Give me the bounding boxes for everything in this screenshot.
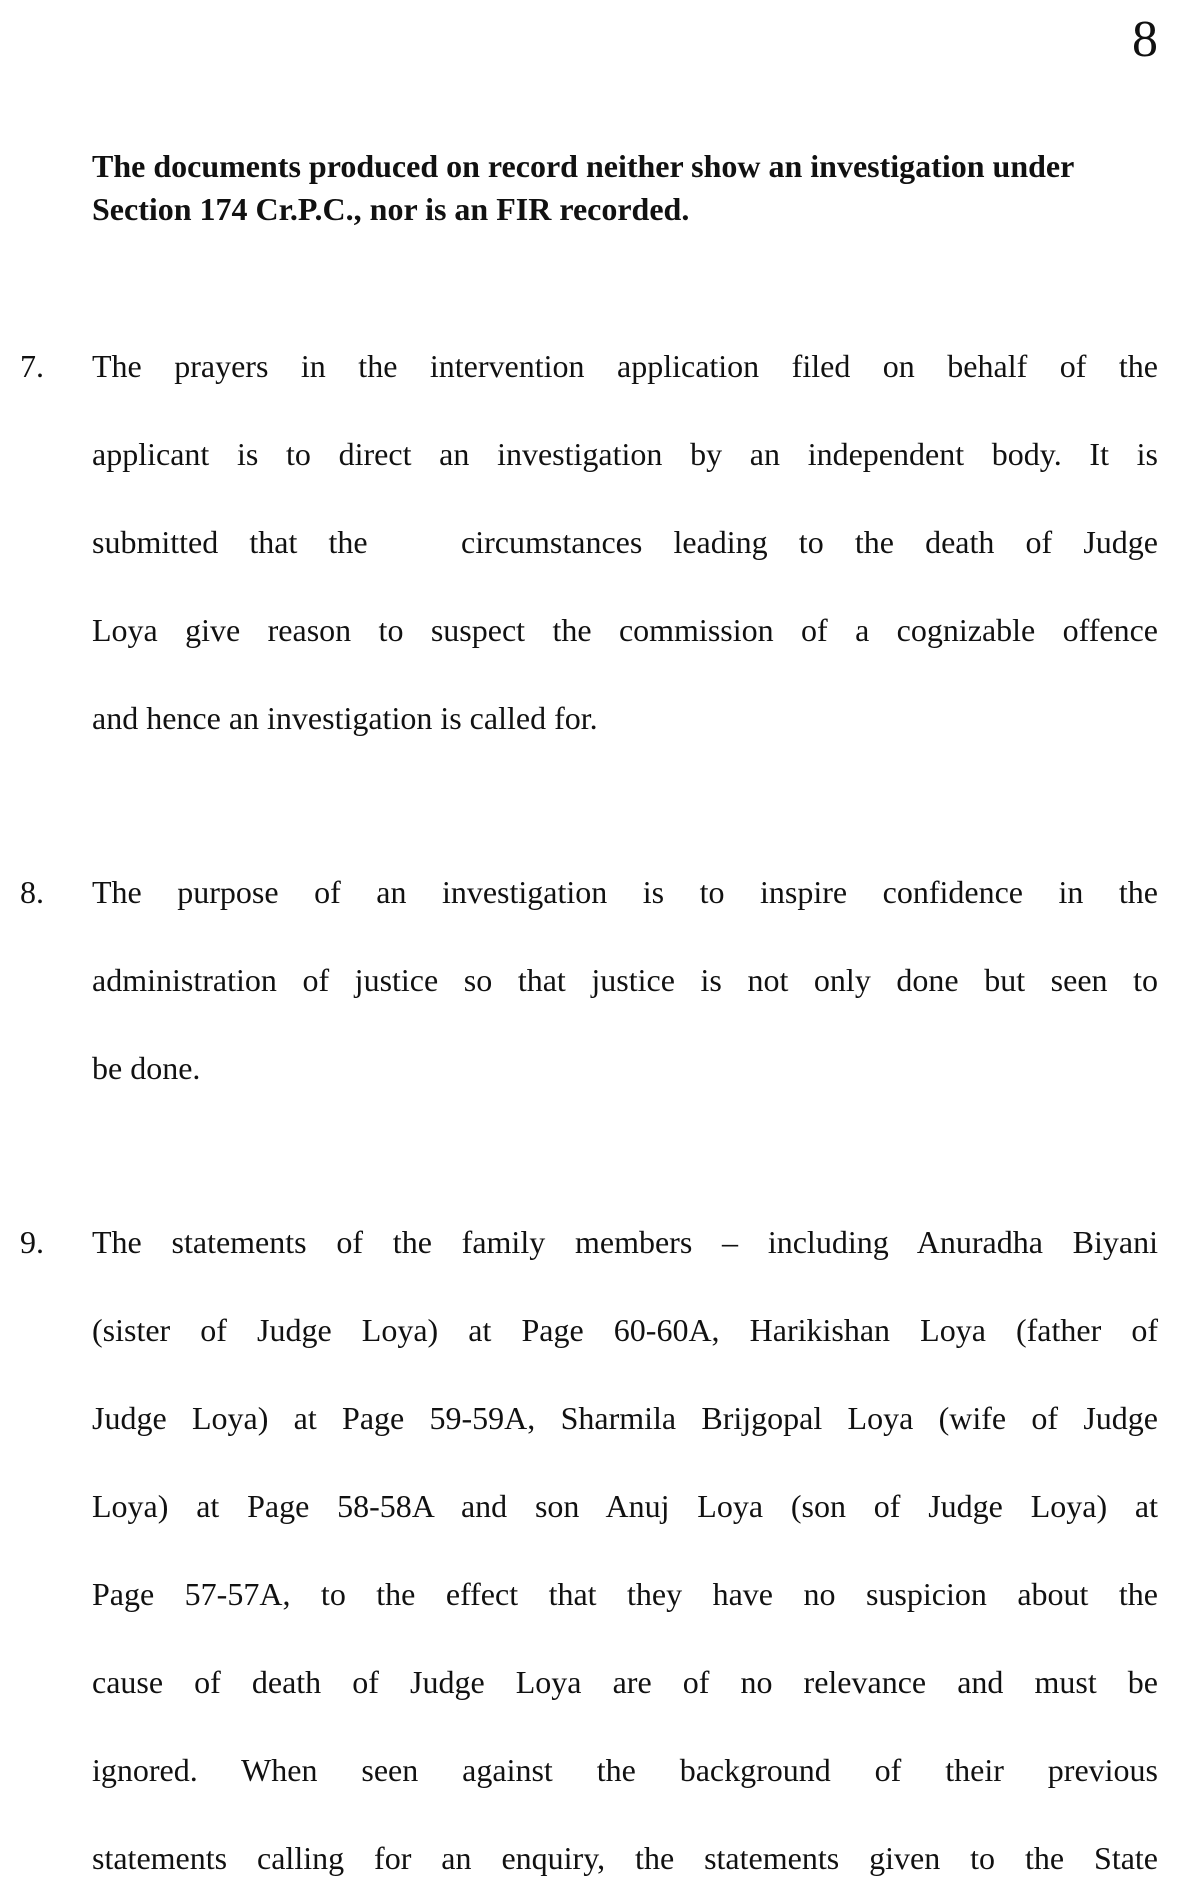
paragraph-text bbox=[92, 322, 1158, 762]
text-line: The statements of the family members – including Anuradha Biyani bbox=[92, 1224, 1158, 1260]
paragraph-9 bbox=[20, 1198, 1158, 1902]
paragraph-number: 9. bbox=[20, 1224, 44, 1260]
text-line: Loya) at Page 58-58A and son Anuj Loya (son of Judge Loya) at bbox=[92, 1488, 1158, 1524]
paragraph-number: 7. bbox=[20, 348, 44, 384]
paragraph-8 bbox=[20, 848, 1158, 1112]
text-line: Page 57-57A, to the effect that they have no suspicion about the bbox=[92, 1576, 1158, 1612]
text-line: cause of death of Judge Loya are of no relevance and must be bbox=[92, 1664, 1158, 1700]
page-number: 8 bbox=[1132, 11, 1158, 68]
text-line: (sister of Judge Loya) at Page 60-60A, Harikishan Loya (father of bbox=[92, 1312, 1158, 1348]
intro-bold-paragraph: The documents produced on record neither show an investigation under Section 174 Cr.P.C., nor is an FIR recorded. bbox=[92, 148, 1074, 227]
text-line: The prayers in the intervention application filed on behalf of the bbox=[92, 348, 1158, 384]
text-line: Loya give reason to suspect the commission of a cognizable offence bbox=[92, 612, 1158, 648]
text-line: and hence an investigation is called for. bbox=[92, 700, 598, 736]
text-line: ignored. When seen against the background of their previous bbox=[92, 1752, 1158, 1788]
paragraph-text bbox=[92, 1198, 1158, 1902]
text-line: administration of justice so that justice is not only done but seen to bbox=[92, 962, 1158, 998]
paragraph-7 bbox=[20, 322, 1158, 762]
text-line: statements calling for an enquiry, the statements given to the State bbox=[92, 1840, 1158, 1876]
text-line: be done. bbox=[92, 1050, 201, 1086]
text-line: applicant is to direct an investigation by an independent body. It is bbox=[92, 436, 1158, 472]
text-line: The purpose of an investigation is to inspire confidence in the bbox=[92, 874, 1158, 910]
paragraph-number: 8. bbox=[20, 874, 44, 910]
paragraph-text bbox=[92, 848, 1158, 1112]
text-line: Judge Loya) at Page 59-59A, Sharmila Brijgopal Loya (wife of Judge bbox=[92, 1400, 1158, 1436]
text-line: submitted that the circumstances leading to the death of Judge bbox=[92, 524, 1158, 560]
